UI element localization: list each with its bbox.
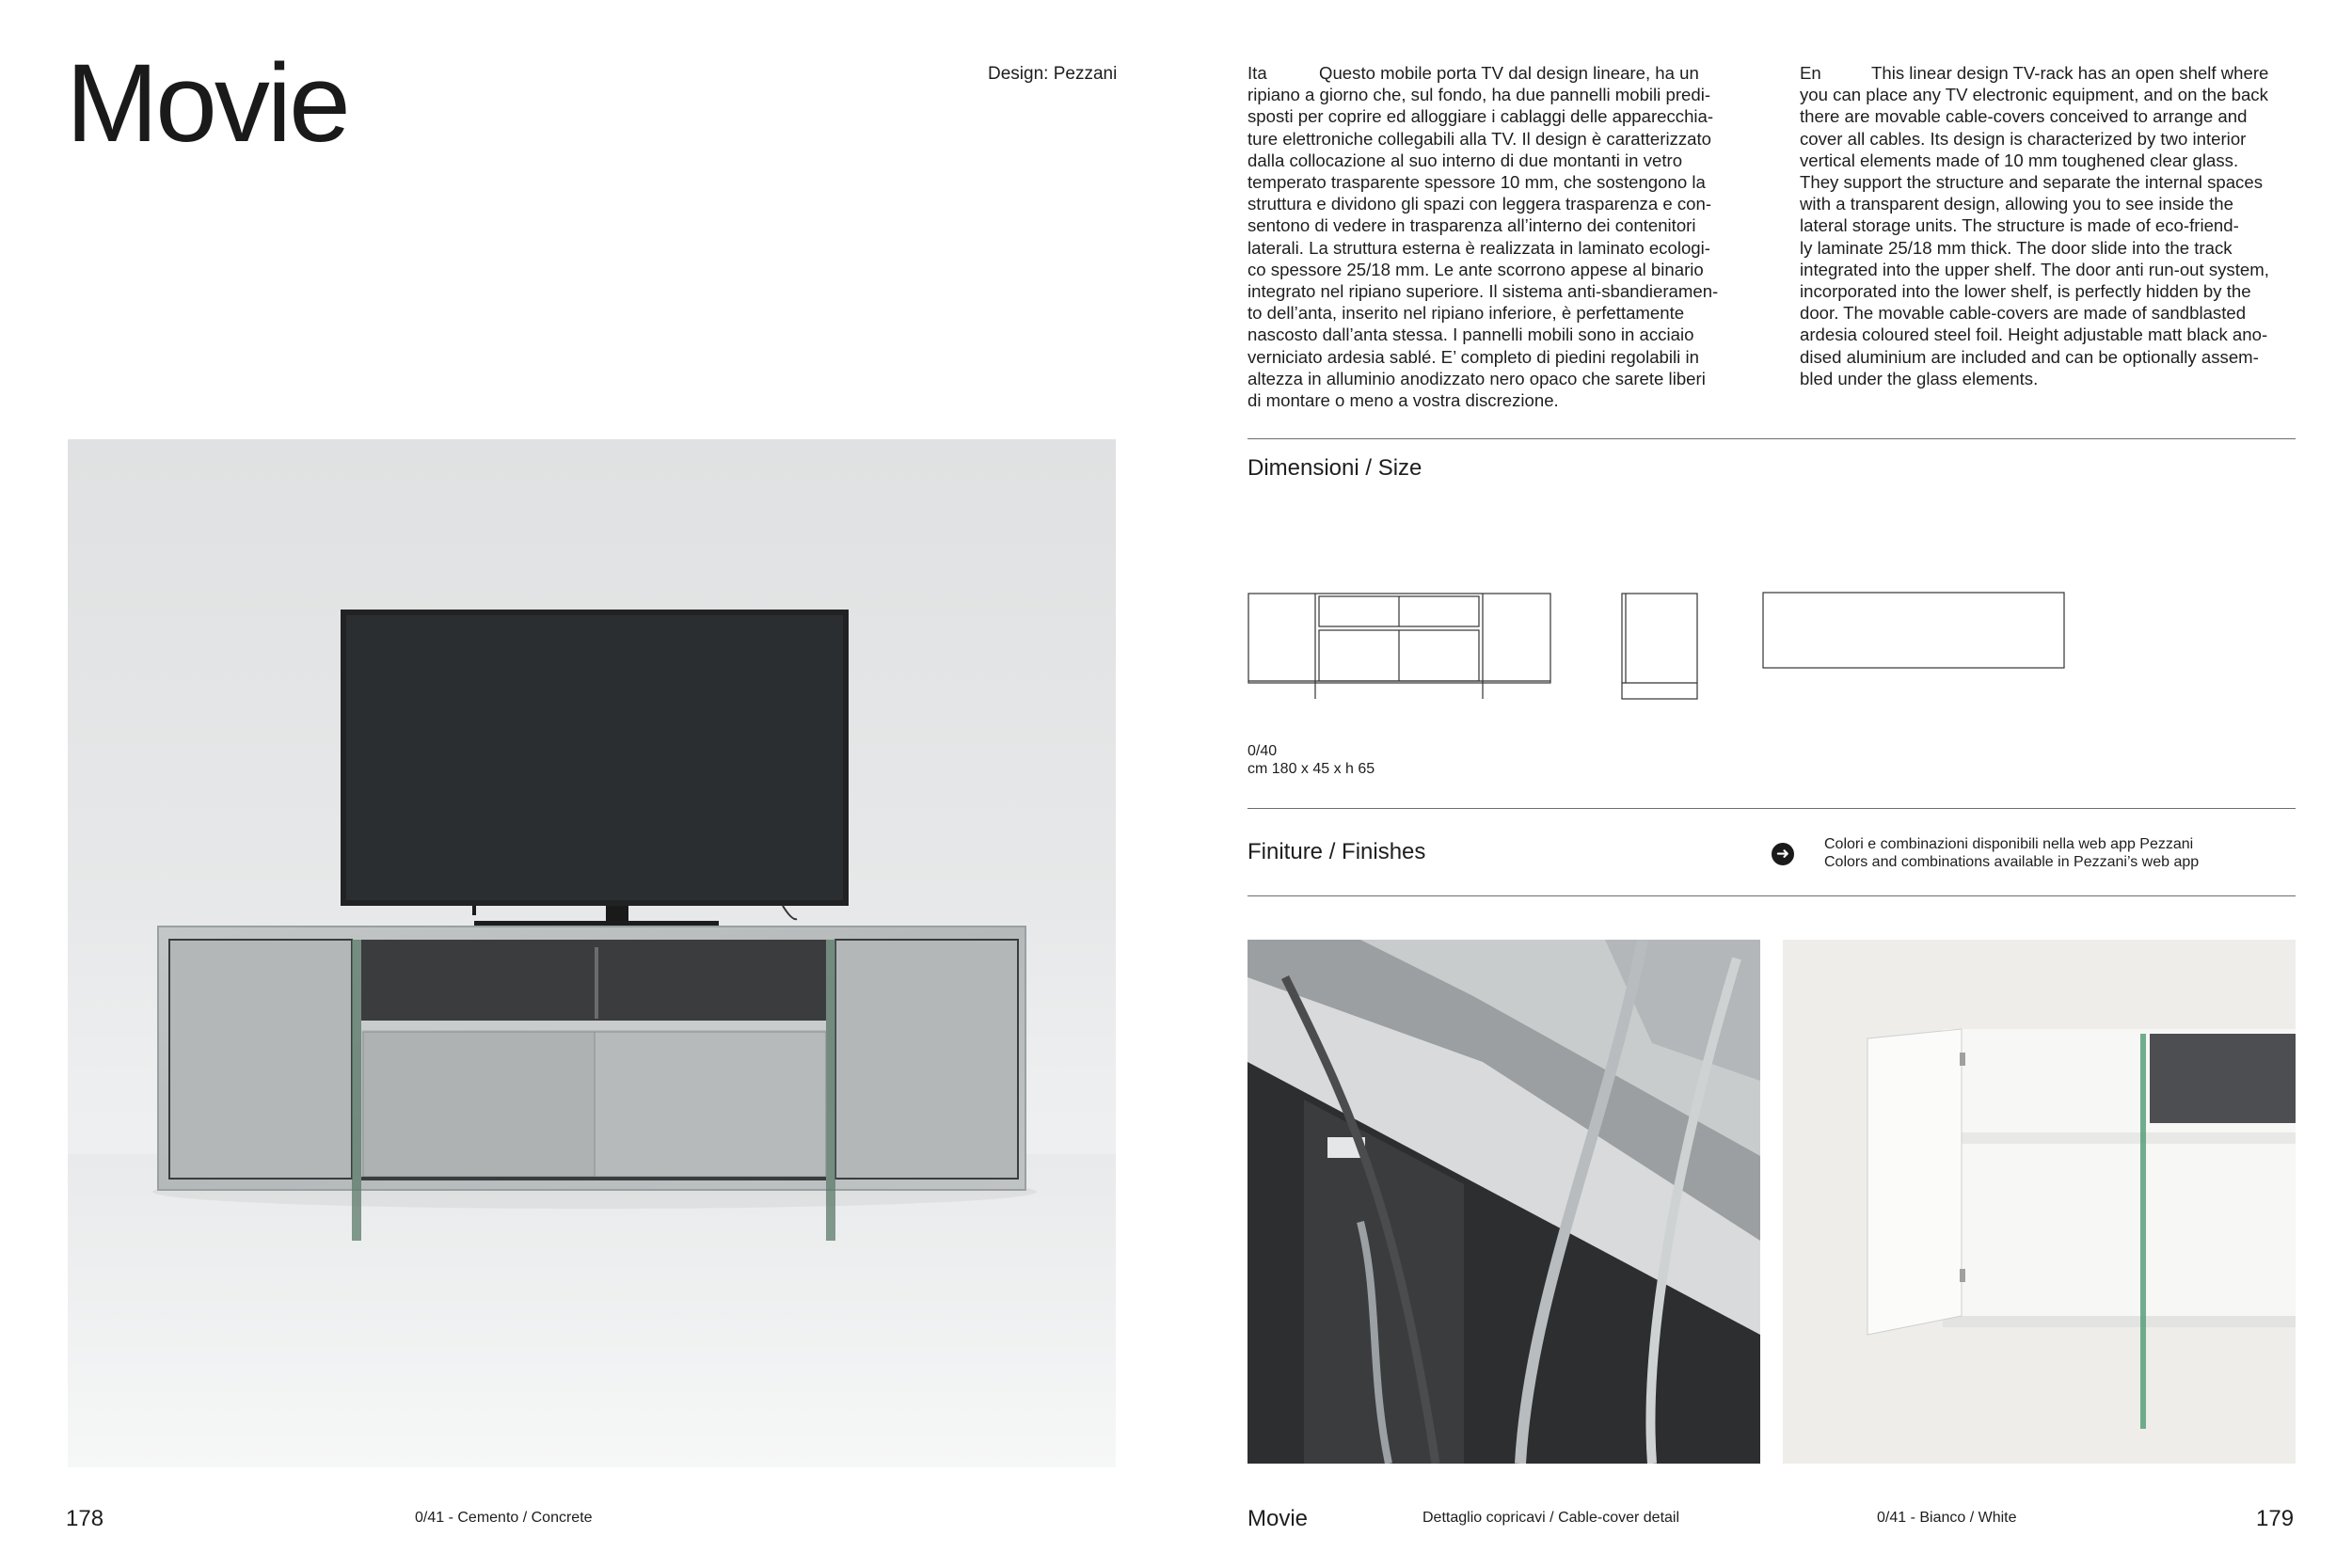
caption-concrete: 0/41 - Cemento / Concrete — [415, 1510, 593, 1526]
white-cabinet-illustration — [1783, 940, 2296, 1464]
text-line: verniciato ardesia sablé. E’ completo di piedini regolabili in — [1248, 346, 1699, 367]
text-line: sentono di vedere in trasparenza all’interno dei contenitori — [1248, 215, 1696, 236]
text-line: lateral storage units. The structure is made of eco-friend- — [1800, 215, 2239, 236]
arrow-right-circle-icon[interactable]: ➜ — [1772, 843, 1794, 865]
text-line: dalla collocazione al suo interno di due montanti in vetro — [1248, 150, 1683, 170]
finish-note-it: Colori e combinazioni disponibili nella web app Pezzani — [1824, 836, 2194, 852]
product-code: 0/40 — [1248, 743, 1278, 759]
text-line: ripiano a giorno che, sul fondo, ha due pannelli mobili predi- — [1248, 85, 1711, 105]
text-line: ardesia coloured steel foil. Height adjustable matt black ano- — [1800, 325, 2268, 345]
text-line: incorporated into the lower shelf, is perfectly hidden by the — [1800, 281, 2251, 302]
cable-cover-illustration — [1248, 940, 1760, 1464]
page-title: Movie — [66, 41, 348, 166]
text-line: integrated into the upper shelf. The door anti run-out system, — [1800, 259, 2269, 279]
side-view-drawing — [1622, 594, 1697, 699]
product-dimensions: cm 180 x 45 x h 65 — [1248, 760, 1375, 777]
finish-section-title: Finiture / Finishes — [1248, 839, 1426, 864]
tv-rack-concrete-illustration — [68, 439, 1116, 1467]
text-line: door. The movable cable-covers are made of sandblasted — [1800, 303, 2247, 324]
designer-credit: Design: Pezzani — [988, 64, 1118, 84]
text-line: bled under the glass elements. — [1800, 368, 2039, 388]
size-spec — [1248, 743, 1375, 778]
text-line: there are movable cable-covers conceived to arrange and — [1800, 106, 2248, 127]
text-line: struttura e dividono gli spazi con leggera trasparenza e con- — [1248, 194, 1712, 214]
english-description — [1800, 62, 2298, 389]
cable-cover-detail-photo — [1248, 940, 1760, 1464]
white-finish-detail-photo — [1783, 940, 2296, 1464]
text-line: altezza in alluminio anodizzato nero opaco che sarete liberi — [1248, 368, 1706, 388]
page-number-left: 178 — [66, 1506, 104, 1531]
text-line: integrato nel ripiano superiore. Il sistema anti-sbandieramen- — [1248, 281, 1719, 302]
text-line: laterali. La struttura esterna è realizzata in laminato ecologi- — [1248, 237, 1710, 258]
text-line: ture elettroniche collegabili alla TV. Il design è caratterizzato — [1248, 128, 1712, 149]
text-line: This linear design TV-rack has an open shelf where — [1871, 63, 2269, 83]
text-line: nascosto dall’anta stessa. I pannelli mobili sono in acciaio — [1248, 325, 1694, 345]
text-line: to dell’anta, inserito nel ripiano inferiore, è perfettamente — [1248, 303, 1685, 324]
divider — [1248, 895, 2296, 896]
hero-product-photo — [68, 439, 1116, 1467]
lang-label-en: En — [1800, 63, 1821, 83]
text-line: ly laminate 25/18 mm thick. The door slide into the track — [1800, 237, 2233, 258]
divider — [1248, 438, 2296, 439]
text-line: They support the structure and separate the internal spaces — [1800, 172, 2263, 193]
front-view-drawing — [1248, 594, 1550, 699]
text-line: you can place any TV electronic equipment, and on the back — [1800, 85, 2268, 105]
text-line: cover all cables. Its design is characterized by two interior — [1800, 128, 2247, 149]
top-view-drawing — [1763, 593, 2064, 668]
footer-title: Movie — [1248, 1506, 1309, 1531]
text-line: dised aluminium are included and can be optionally assem- — [1800, 346, 2259, 367]
size-section-title: Dimensioni / Size — [1248, 455, 1422, 481]
text-line: vertical elements made of 10 mm toughened clear glass. — [1800, 150, 2239, 170]
finish-note-en: Colors and combinations available in Pezzani’s web app — [1824, 853, 2200, 870]
finish-web-app-note — [1824, 836, 2199, 871]
lang-label-it: Ita — [1248, 63, 1267, 83]
text-line: Questo mobile porta TV dal design lineare, ha un — [1319, 63, 1699, 83]
text-line: di montare o meno a vostra discrezione. — [1248, 390, 1559, 411]
dimension-drawings — [1248, 591, 2094, 704]
text-line: sposti per coprire ed alloggiare i cablaggi delle apparecchia- — [1248, 106, 1714, 127]
text-line: with a transparent design, allowing you to see inside the — [1800, 194, 2233, 214]
page-number-right: 179 — [2256, 1506, 2295, 1531]
caption-cable-cover: Dettaglio copricavi / Cable-cover detail — [1422, 1510, 1680, 1526]
text-line: temperato trasparente spessore 10 mm, che sostengono la — [1248, 172, 1706, 193]
caption-white: 0/41 - Bianco / White — [1877, 1510, 2017, 1526]
divider — [1248, 808, 2296, 809]
text-line: co spessore 25/18 mm. Le ante scorrono appese al binario — [1248, 259, 1704, 279]
italian-description — [1248, 62, 1746, 411]
